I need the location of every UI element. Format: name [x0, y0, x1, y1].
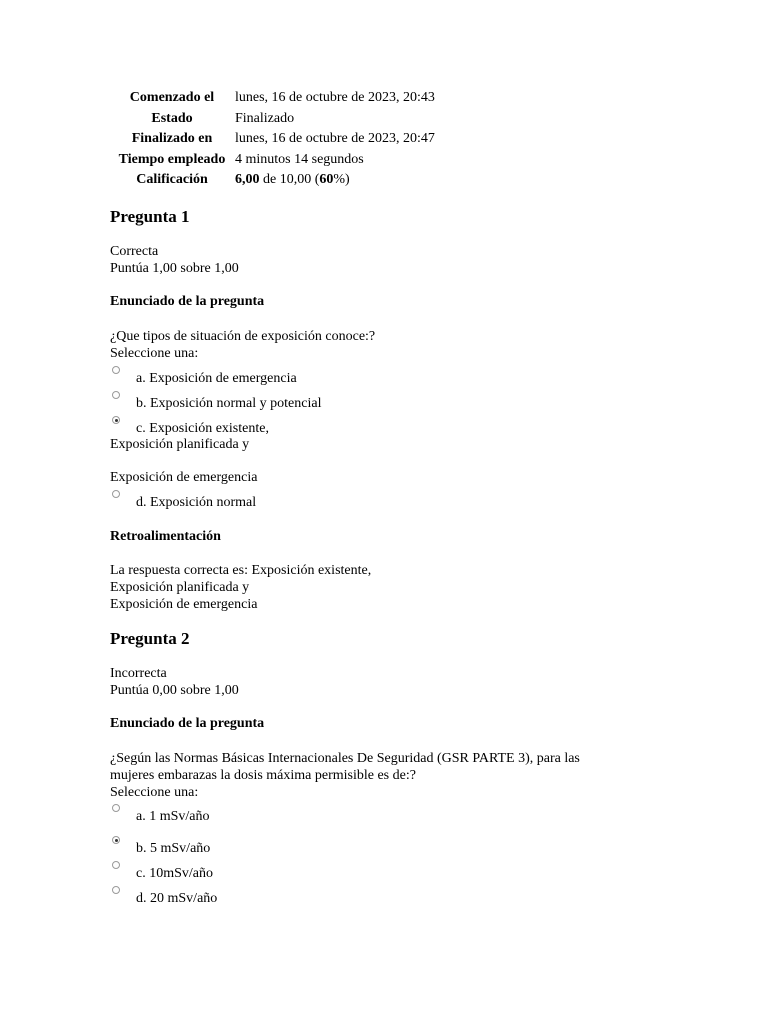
question-1-option-c-radio[interactable] — [112, 416, 120, 424]
summary-row-grade — [110, 170, 435, 191]
question-1-option-c-continuation: Exposición de emergencia — [110, 470, 258, 485]
summary-label: Estado — [151, 110, 193, 126]
question-1-option-a-label[interactable]: a. Exposición de emergencia — [136, 371, 297, 386]
summary-value: lunes, 16 de octubre de 2023, 20:47 — [235, 131, 435, 147]
question-2-option-d-radio[interactable] — [112, 886, 120, 894]
summary-row-state — [110, 109, 435, 130]
question-2-option-b-label[interactable]: b. 5 mSv/año — [136, 841, 211, 856]
grade-middle: de 10,00 ( — [259, 172, 320, 188]
question-1-option-c-label[interactable]: c. Exposición existente, — [136, 421, 269, 436]
grade-suffix: %) — [333, 172, 350, 188]
summary-row-time-taken — [110, 150, 435, 171]
question-2-option-c-radio[interactable] — [112, 861, 120, 869]
question-2-text: mujeres embarazas la dosis máxima permisible es de:? — [110, 768, 416, 783]
summary-label: Comenzado el — [129, 90, 215, 105]
question-1-option-d-label[interactable]: d. Exposición normal — [136, 495, 257, 510]
question-1-option-b-label[interactable]: b. Exposición normal y potencial — [136, 396, 322, 411]
question-1-option-b-radio[interactable] — [112, 391, 120, 399]
question-2-statement-heading: Enunciado de la pregunta — [110, 716, 265, 731]
grade-percent: 60 — [319, 172, 334, 188]
summary-label: Calificación — [136, 172, 208, 188]
question-2-option-a-label[interactable]: a. 1 mSv/año — [136, 809, 210, 824]
question-2-title: Pregunta 2 — [110, 629, 190, 648]
summary-value: 4 minutos 14 segundos — [235, 151, 364, 167]
question-2-option-d-label[interactable]: d. 20 mSv/año — [136, 891, 218, 906]
question-1-mark: Puntúa 1,00 sobre 1,00 — [110, 261, 239, 276]
question-2-text: ¿Según las Normas Básicas Internacionales De Seguridad (GSR PARTE 3), para las — [110, 751, 580, 766]
question-1-feedback-heading: Retroalimentación — [110, 529, 221, 544]
question-1-state: Correcta — [110, 244, 159, 259]
question-1-option-c-continuation: Exposición planificada y — [110, 437, 250, 452]
summary-value: Finalizado — [235, 110, 295, 126]
grade-score: 6,00 — [235, 172, 260, 188]
question-2-option-c-label[interactable]: c. 10mSv/año — [136, 866, 213, 881]
question-1-feedback-line: Exposición de emergencia — [110, 597, 258, 612]
question-1-statement-heading: Enunciado de la pregunta — [110, 294, 265, 309]
question-1-select-prompt: Seleccione una: — [110, 346, 199, 361]
question-2-option-a-radio[interactable] — [112, 804, 120, 812]
grade-value — [235, 170, 435, 191]
question-2-state: Incorrecta — [110, 666, 167, 681]
question-2-option-b-radio[interactable] — [112, 836, 120, 844]
question-2-mark: Puntúa 0,00 sobre 1,00 — [110, 683, 239, 698]
question-1-text: ¿Que tipos de situación de exposición conoce:? — [110, 329, 376, 344]
question-1-feedback-line: La respuesta correcta es: Exposición existente, — [110, 563, 372, 578]
question-1-option-d-radio[interactable] — [112, 490, 120, 498]
summary-value: lunes, 16 de octubre de 2023, 20:43 — [235, 90, 435, 105]
question-2-select-prompt: Seleccione una: — [110, 785, 199, 800]
summary-row-started — [110, 88, 435, 109]
question-1-option-a-radio[interactable] — [112, 366, 120, 374]
question-1-title: Pregunta 1 — [110, 207, 190, 226]
attempt-summary-table — [110, 88, 435, 191]
summary-label: Tiempo empleado — [118, 151, 226, 167]
question-1-feedback-line: Exposición planificada y — [110, 580, 250, 595]
summary-row-finished — [110, 129, 435, 150]
summary-label: Finalizado en — [131, 131, 213, 147]
